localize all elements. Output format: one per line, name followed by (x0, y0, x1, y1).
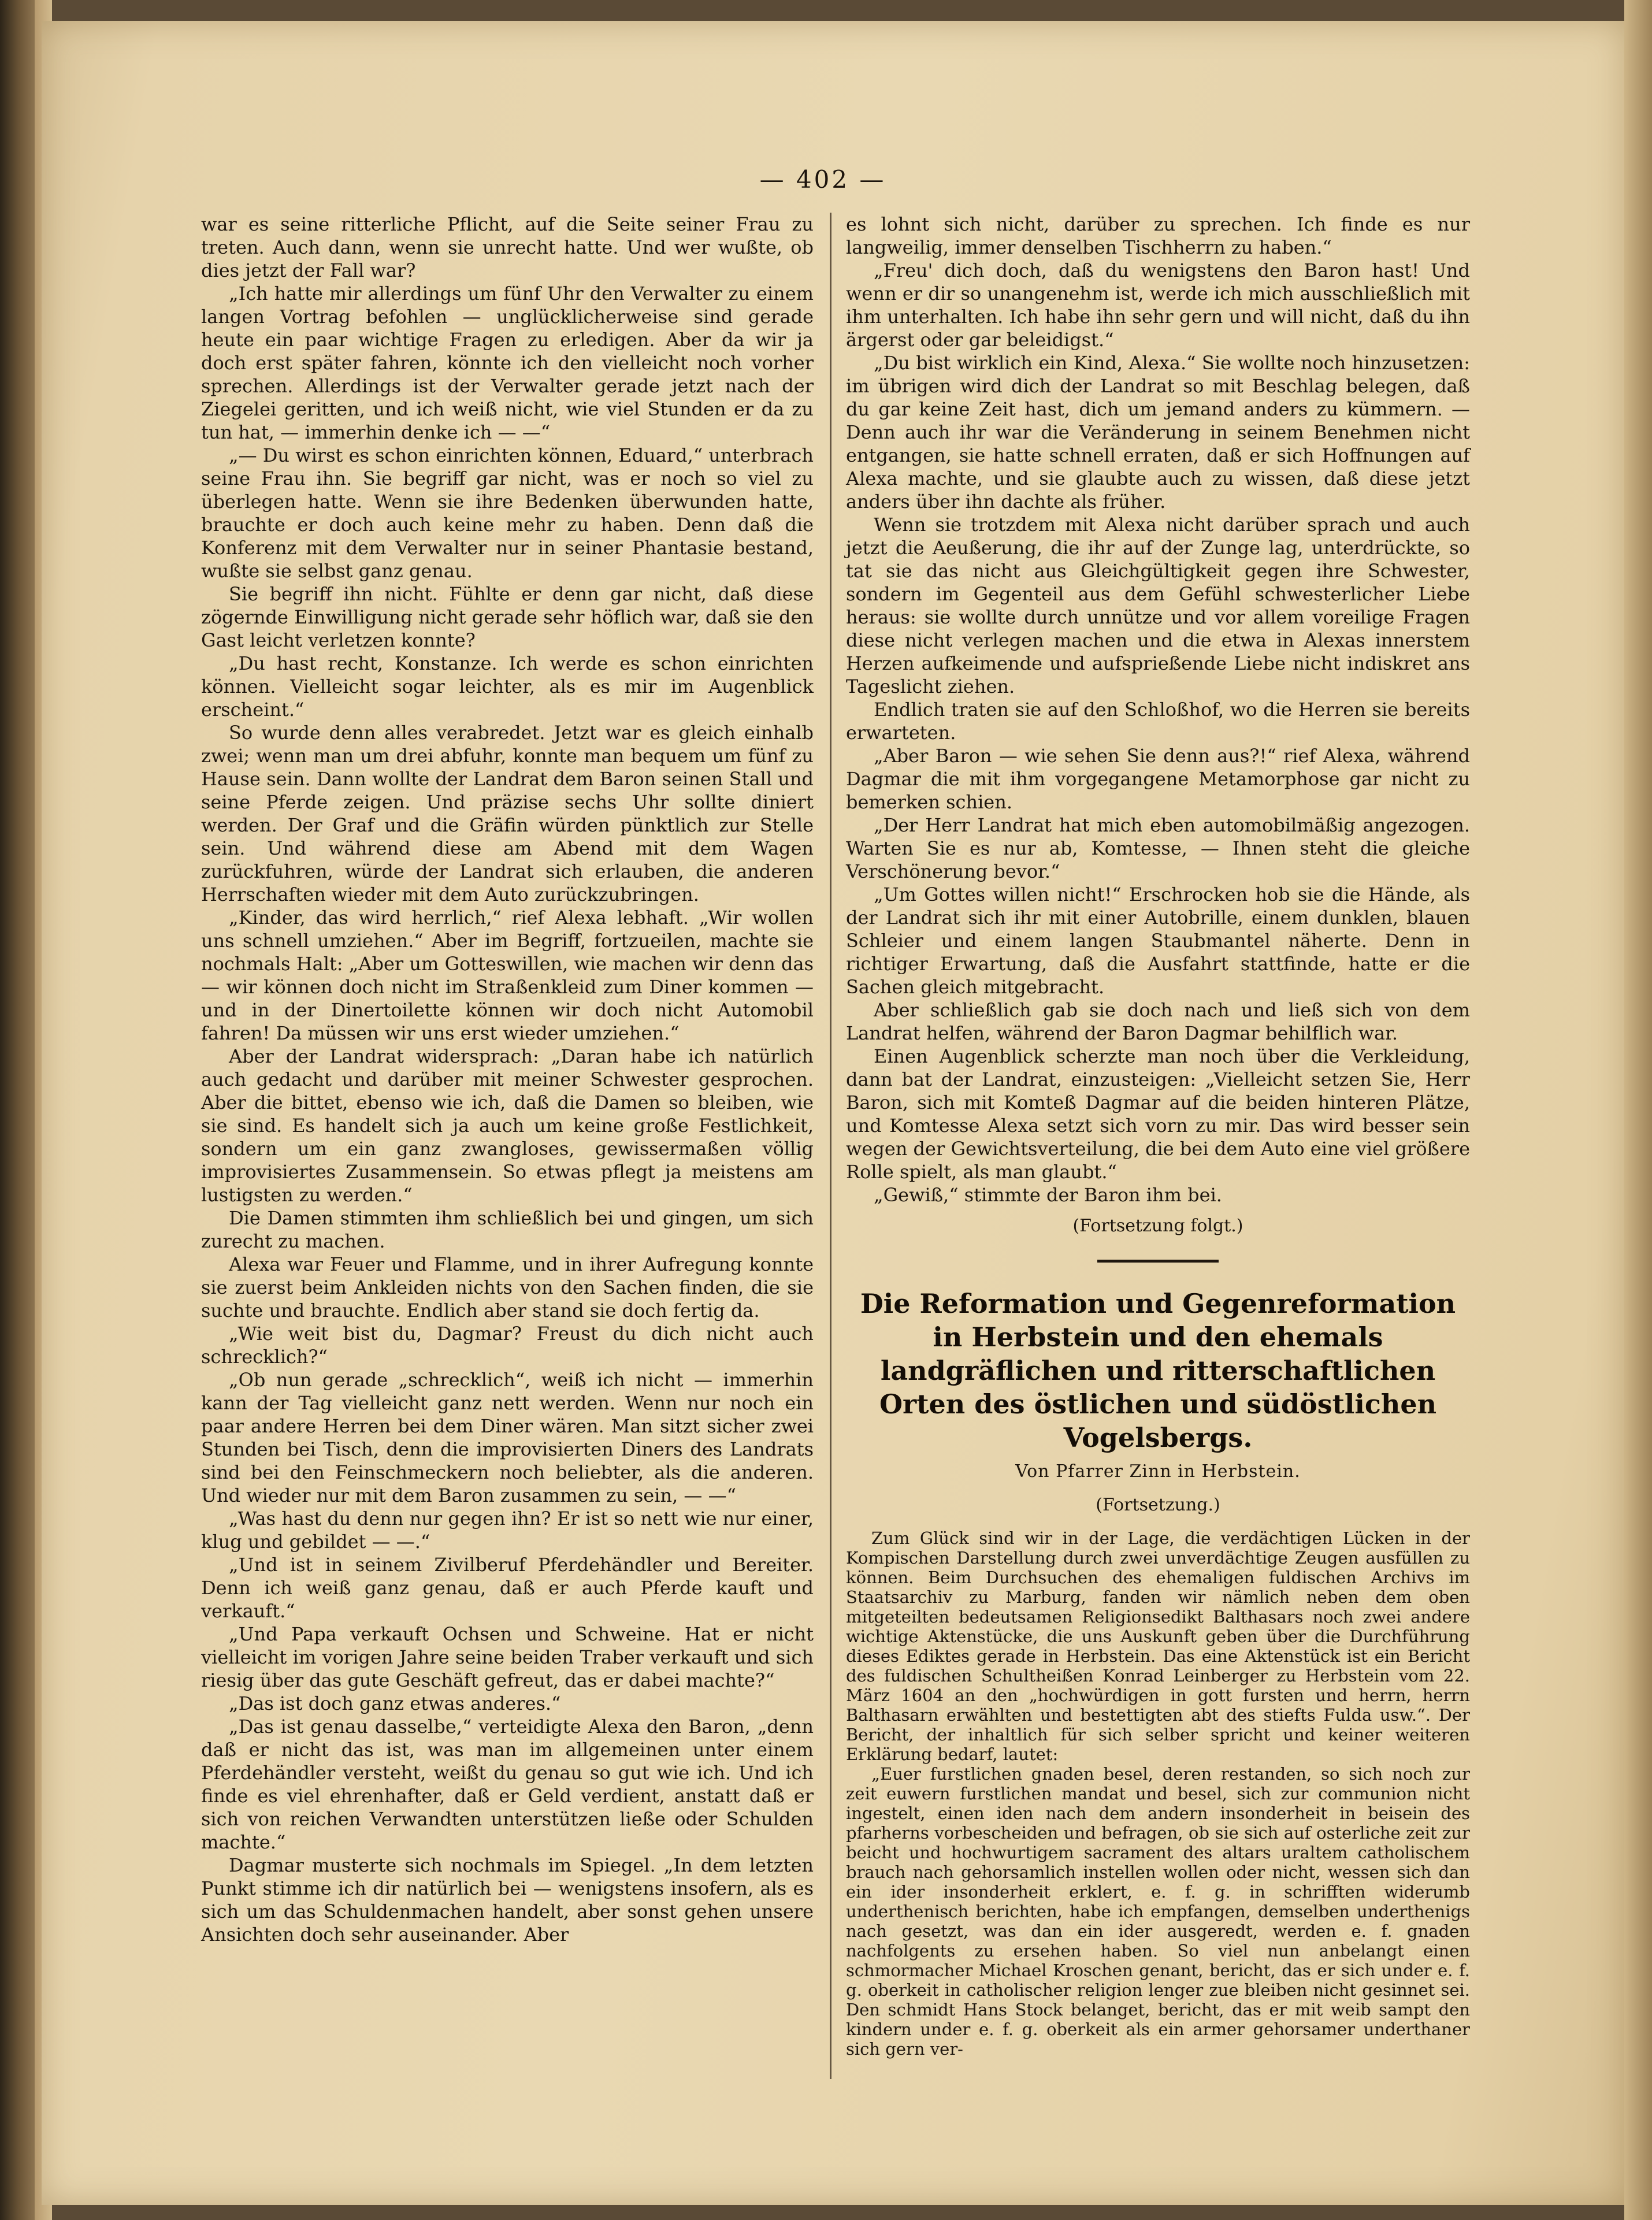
paragraph: „Das ist genau dasselbe,“ verteidigte Alexa den Baron, „denn daß er nicht das ist, was man im allgemeinen unter einem Pferdehändler versteht, weißt du genau so gut wie ich. Und ich finde es viel ehrenhafter, daß er Geld verdient, anstatt daß er sich von reichen Verwandten unterstützen ließe oder Schulden machte.“ (201, 1716, 814, 1853)
right-column (846, 213, 1470, 2059)
paragraph: Alexa war Feuer und Flamme, und in ihrer Aufregung konnte sie zuerst beim Ankleiden nichts von den Sachen finden, die sie suchte und brauchte. Endlich aber stand sie doch fertig da. (201, 1253, 814, 1321)
paragraph: Wenn sie trotzdem mit Alexa nicht darüber sprach und auch jetzt die Aeußerung, die ihr auf der Zunge lag, unterdrückte, so tat sie das nicht aus Gleichgültigkeit gegen ihre Schwester, sondern im Gegenteil aus dem Gefühl schwesterlicher Liebe heraus: sie wollte durch unnütze und vor allem voreilige Fragen diese nicht verlegen machen und die etwa in Alexas innerstem Herzen aufkeimende und aufsprießende Liebe nicht indiskret ans Tageslicht ziehen. (846, 514, 1470, 697)
paragraph: „Gewiß,“ stimmte der Baron ihm bei. (874, 1184, 1222, 1206)
paragraph: „Und Papa verkauft Ochsen und Schweine. Hat er nicht vielleicht im vorigen Jahre seine beiden Traber verkauft und sich riesig über das gute Geschäft gefreut, das er dabei machte?“ (201, 1623, 814, 1691)
paragraph: „Kinder, das wird herrlich,“ rief Alexa lebhaft. „Wir wollen uns schnell umziehen.“ Aber im Begriff, fortzueilen, machte sie nochmals Halt: „Aber um Gotteswillen, wie machen wir denn das — wir können doch nicht im Straßenkleid zum Diner kommen — und in der Dinertoilette können wir doch nicht Automobil fahren! Da müssen wir uns erst wieder umziehen.“ (201, 907, 814, 1044)
to-be-continued-note: (Fortsetzung folgt.) (1072, 1216, 1243, 1236)
paragraph: „Ob nun gerade „schrecklich“, weiß ich nicht — immerhin kann der Tag vielleicht ganz nett werden. Wenn nur noch ein paar andere Herren bei dem Diner wären. Man sitzt sicher zwei Stunden bei Tisch, denn die improvisierten Diners des Landrats sind bei den Feinschmeckern noch beliebter, als die anderen. Und wieder nur mit dem Baron zusammen zu sein, — —“ (201, 1369, 814, 1506)
section-divider (1097, 1260, 1219, 1263)
paragraph: „Und ist in seinem Zivilberuf Pferdehändler und Bereiter. Denn ich weiß ganz genau, daß er auch Pferde kauft und verkauft.“ (201, 1554, 814, 1622)
paragraph: „Freu' dich doch, daß du wenigstens den Baron hast! Und wenn er dir so unangenehm ist, werde ich mich ausschließlich mit ihm unterhalten. Ich habe ihn sehr gern und will nicht, daß du ihn ärgerst oder gar beleidigst.“ (846, 259, 1470, 351)
book-binding (0, 0, 35, 2220)
page-number: — 402 — (759, 165, 886, 194)
paragraph: Die Damen stimmten ihm schließlich bei und gingen, um sich zurecht zu machen. (201, 1207, 814, 1252)
article-continuation-note: (Fortsetzung.) (1096, 1495, 1220, 1515)
paragraph: Aber der Landrat widersprach: „Daran habe ich natürlich auch gedacht und darüber mit meiner Schwester gesprochen. Aber die bittet, ebenso wie ich, daß die Damen so bleiben, wie sie sind. Es handelt sich ja auch um keine große Festlichkeit, sondern um ein ganz zwangloses, gewissermaßen völlig improvisiertes Zusammensein. So etwas pflegt ja meistens am lustigsten zu werden.“ (201, 1045, 814, 1206)
paragraph: „Der Herr Landrat hat mich eben automobilmäßig angezogen. Warten Sie es nur ab, Komtesse, — Ihnen steht die gleiche Verschönerung bevor.“ (846, 814, 1470, 882)
paragraph: war es seine ritterliche Pflicht, auf die Seite seiner Frau zu treten. Auch dann, wenn sie unrecht hatte. Und wer wußte, ob dies jetzt der Fall war? (201, 213, 814, 281)
paragraph: Einen Augenblick scherzte man noch über die Verkleidung, dann bat der Landrat, einzusteigen: „Vielleicht setzen Sie, Herr Baron, sich mit Komteß Dagmar auf die beiden hinteren Plätze, und Komtesse Alexa setzt sich vorn zu mir. Das wird besser sein wegen der Gewichtsverteilung, die bei dem Auto eine viel größere Rolle spielt, als man glaubt.“ (846, 1045, 1470, 1183)
paragraph: „Das ist doch ganz etwas anderes.“ (229, 1692, 561, 1714)
paragraph: „Aber Baron — wie sehen Sie denn aus?!“ rief Alexa, während Dagmar die mit ihm vorgegangene Metamorphose gar nicht zu bemerken schien. (846, 745, 1470, 813)
left-column (201, 213, 814, 1946)
article-body (846, 1528, 1470, 1764)
paragraph: „Du hast recht, Konstanze. Ich werde es schon einrichten können. Vielleicht sogar leichter, als es mir im Augenblick erscheint.“ (201, 652, 814, 721)
article-quote: „Euer furstlichen gnaden besel, deren restanden, so sich noch zur zeit euwern furstlichen mandat und besel, sich zur communion nicht ingestelt, einen iden nach dem andern insonderheit in beisein des pfarherns vorbescheiden und befragen, ob sie sich auf osterliche zeit zur beicht und hochwurtigem sacrament des altars uraltem catholischem brauch nach gehorsamlich instellen wollen oder nicht, wessen sich dan ein ider insonderheit erklert, e. f. g. in schrifften widerumb underthenisch berichten, habe ich empfangen, demselben underthenigs nach gesetzt, was dan ein ider ausgeredt, werden e. f. gnaden nachfolgents zu ersehen haben. So viel nun anbelangt einen schmormacher Michael Kroschen genant, bericht, das er sich under e. f. g. oberkeit in catholischer religion lenger zue bleiben nicht gesinnet sei. Den schmidt Hans Stock belanget, bericht, das er mit weib sampt den kindern under e. f. g. oberkeit als ein armer gehorsamer underthaner sich gern ver- (846, 1764, 1470, 2059)
paragraph: es lohnt sich nicht, darüber zu sprechen. Ich finde es nur langweilig, immer denselben Tischherrn zu haben.“ (846, 213, 1470, 258)
paragraph: Zum Glück sind wir in der Lage, die verdächtigen Lücken in der Kompischen Darstellung durch zwei unverdächtige Zeugen ausfüllen zu können. Beim Durchsuchen des ehemaligen fuldischen Archivs im Staatsarchiv zu Marburg, fanden wir nämlich neben dem oben mitgeteilten bedeutsamen Religionsedikt Balthasars noch zwei andere wichtige Aktenstücke, die uns Auskunft geben über die Durchführung dieses Ediktes gerade in Herbstein. Das eine Aktenstück ist ein Bericht des fuldischen Schultheißen Konrad Leinberger zu Herbstein vom 22. März 1604 an den „hochwürdigen in gott fursten und herrn, herrn Balthasarn erwählten und bestettigten abt des stiefts Fulda usw.“. Der Bericht, der inhaltlich für sich selber spricht und keiner weiteren Erklärung bedarf, lautet: (846, 1528, 1470, 1764)
column-divider-rule (830, 213, 831, 2079)
paragraph: „— Du wirst es schon einrichten können, Eduard,“ unterbrach seine Frau ihn. Sie begriff gar nicht, was er noch so viel zu überlegen hatte. Wenn sie ihre Bedenken überwunden hatte, brauchte er doch auch keine mehr zu haben. Denn daß die Konferenz mit dem Verwalter nur in seiner Phantasie bestand, wußte sie selbst ganz genau. (201, 444, 814, 582)
paragraph: So wurde denn alles verabredet. Jetzt war es gleich einhalb zwei; wenn man um drei abfuhr, konnte man bequem um fünf zu Hause sein. Dann wollte der Landrat dem Baron seinen Stall und seine Pferde zeigen. Und präzise sechs Uhr sollte diniert werden. Der Graf und die Gräfin würden pünktlich zur Stelle sein. Und während diese am Abend mit dem Wagen zurückfuhren, würde der Landrat sich erlauben, die anderen Herrschaften wieder mit dem Auto zurückzubringen. (201, 722, 814, 905)
paragraph: Endlich traten sie auf den Schloßhof, wo die Herren sie bereits erwarteten. (846, 699, 1470, 744)
article-byline: Von Pfarrer Zinn in Herbstein. (1015, 1461, 1301, 1482)
paragraph: Sie begriff ihn nicht. Fühlte er denn gar nicht, daß diese zögernde Einwilligung nicht gerade sehr höflich war, daß sie den Gast leicht verletzen konnte? (201, 583, 814, 651)
article-title: Die Reformation und Gegenreformation in Herbstein und den ehemals landgräflichen und ritterschaftlichen Orten des östlichen und südöstlichen Vogelsbergs. (860, 1288, 1456, 1453)
paragraph: „Was hast du denn nur gegen ihn? Er ist so nett wie nur einer, klug und gebildet — —.“ (201, 1508, 814, 1553)
paragraph: „Ich hatte mir allerdings um fünf Uhr den Verwalter zu einem langen Vortrag befohlen — unglücklicherweise sind gerade heute ein paar wichtige Fragen zu erledigen. Aber da wir ja doch erst später fahren, könnte ich den vielleicht noch vorher sprechen. Allerdings ist der Verwalter gerade jetzt nach der Ziegelei geritten, und ich weiß nicht, wie viel Stunden er da zu tun hat, — immerhin denke ich — —“ (201, 283, 814, 443)
page-edge (1624, 0, 1652, 2220)
paragraph: Aber schließlich gab sie doch nach und ließ sich von dem Landrat helfen, während der Baron Dagmar behilflich war. (846, 999, 1470, 1044)
paragraph: „Um Gottes willen nicht!“ Erschrocken hob sie die Hände, als der Landrat sich ihr mit einer Autobrille, einem dunklen, blauen Schleier und einem langen Staubmantel näherte. Denn in richtiger Erwartung, daß die Ausfahrt stattfinde, hatte er die Sachen gleich mitgebracht. (846, 883, 1470, 998)
paragraph: „Wie weit bist du, Dagmar? Freust du dich nicht auch schrecklich?“ (201, 1323, 814, 1368)
paragraph: Dagmar musterte sich nochmals im Spiegel. „In dem letzten Punkt stimme ich dir natürlich bei — wenigstens insofern, als es sich um das Schuldenmachen handelt, aber sonst gehen unsere Ansichten doch sehr auseinander. Aber (201, 1854, 814, 1946)
paragraph: „Du bist wirklich ein Kind, Alexa.“ Sie wollte noch hinzusetzen: im übrigen wird dich der Landrat so mit Beschlag belegen, daß du gar keine Zeit hast, dich um jemand anders zu kümmern. — Denn auch ihr war die Veränderung in seinem Benehmen nicht entgangen, sie hatte schnell erraten, daß er sich Hoffnungen auf Alexa machte, und sie glaubte auch zu wissen, daß diese jetzt anders über ihn dachte als früher. (846, 352, 1470, 513)
story-continuation (846, 213, 1470, 1206)
